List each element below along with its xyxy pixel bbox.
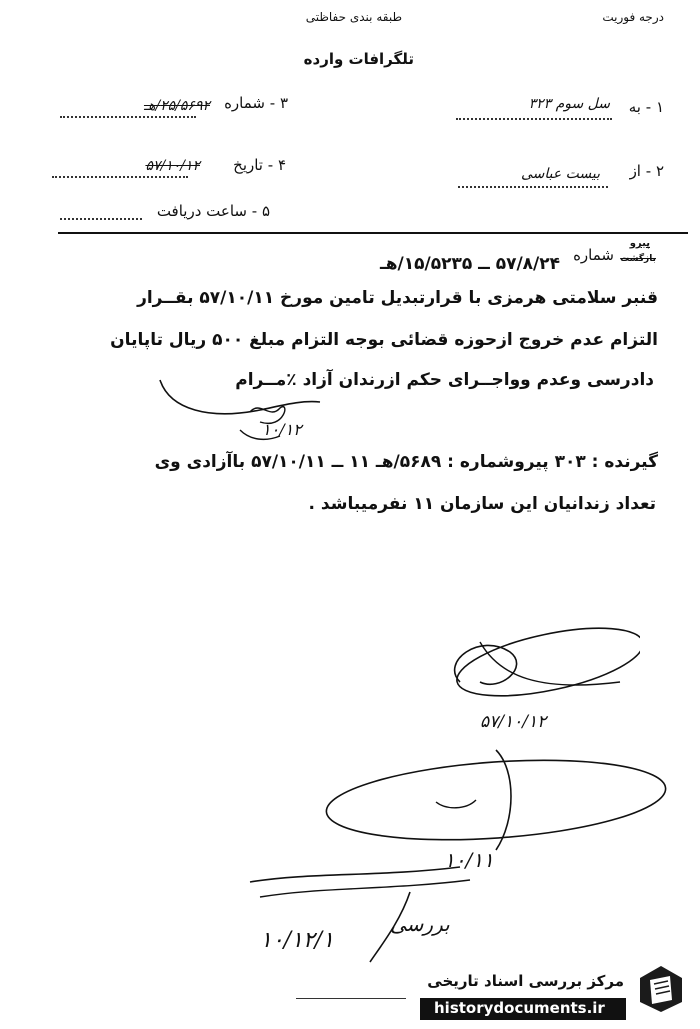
- body-line-4: گیرنده : ۳۰۳ پیروشماره : ۵۶۸۹/هـ ۱۱ ــ ۵۷/۱۰/۱۱ باآزادی وی: [154, 452, 658, 472]
- from-label: ۲ - از: [629, 162, 664, 180]
- margin-annotation-text: ۱۰/۱۲: [262, 420, 302, 439]
- priority-label: درجه فوریت: [602, 10, 664, 24]
- to-value: سل سوم ۳۲۳: [528, 96, 610, 112]
- receipt-time-dotted-line: [60, 218, 142, 220]
- handwritten-note-4: ۱۰/۱۲/۱: [260, 928, 334, 953]
- from-dotted-line: [458, 186, 608, 188]
- reference-number-label: شماره: [573, 246, 614, 264]
- bottom-line: [296, 998, 406, 999]
- to-dotted-line: [456, 118, 612, 120]
- receipt-time-label: ۵ - ساعت دریافت: [156, 202, 270, 220]
- signature-1: [420, 622, 640, 712]
- reference-label-top: پیرو: [629, 238, 650, 249]
- watermark-logo: [636, 964, 686, 1014]
- number-value: ۲۵/۵۶۹۲/هـ: [143, 98, 210, 114]
- signature-3: [230, 852, 490, 972]
- date-label: ۴ - تاریخ: [233, 156, 286, 174]
- body-line-1: قنبر سلامتی هرمزی با قرارتبدیل تامین مورخ ۵۷/۱۰/۱۱ بقــرار: [137, 288, 658, 308]
- number-dotted-line: [60, 116, 196, 118]
- handwritten-note-3: بررسی: [390, 912, 450, 936]
- signature-1-date: ۵۷/۱۰/۱۲: [480, 712, 547, 732]
- handwritten-note-2: ۱۰/۱۱: [444, 848, 494, 872]
- body-line-5: تعداد زندانیان این سازمان ۱۱ نفرمیباشد .: [308, 494, 656, 514]
- document-title: تلگرافات وارده: [303, 50, 414, 68]
- watermark-url: historydocuments.ir: [434, 999, 605, 1017]
- date-value: ۵۷/۱۰/۱۲: [145, 158, 200, 174]
- history-documents-logo-icon: [636, 964, 686, 1014]
- number-label: ۳ - شماره: [224, 94, 288, 112]
- date-dotted-line: [52, 176, 188, 178]
- to-label: ۱ - به: [628, 98, 664, 116]
- body-line-2: التزام عدم خروج ازحوزه قضائی بوجه التزام مبلغ ۵۰۰ ریال تاپایان: [110, 330, 658, 350]
- signature-2: [316, 740, 676, 860]
- from-value: بیست عباسی: [520, 166, 600, 182]
- margin-annotation-scribble: [150, 360, 330, 450]
- watermark-center-name: مرکز بررسی اسناد تاریخی: [427, 972, 624, 990]
- classification-label: طبقه بندی حفاظتی: [305, 10, 402, 24]
- reference-label-bottom: بازگشت: [620, 254, 656, 264]
- body-line-3: دادرسی وعدم وواجــرای حکم ازرندان آزاد ٪مــرام: [235, 370, 654, 390]
- reference-number-value: ۵۷/۸/۲۴ ــ ۱۵/۵۲۳۵/هـ: [379, 254, 560, 274]
- header-divider: [58, 232, 688, 234]
